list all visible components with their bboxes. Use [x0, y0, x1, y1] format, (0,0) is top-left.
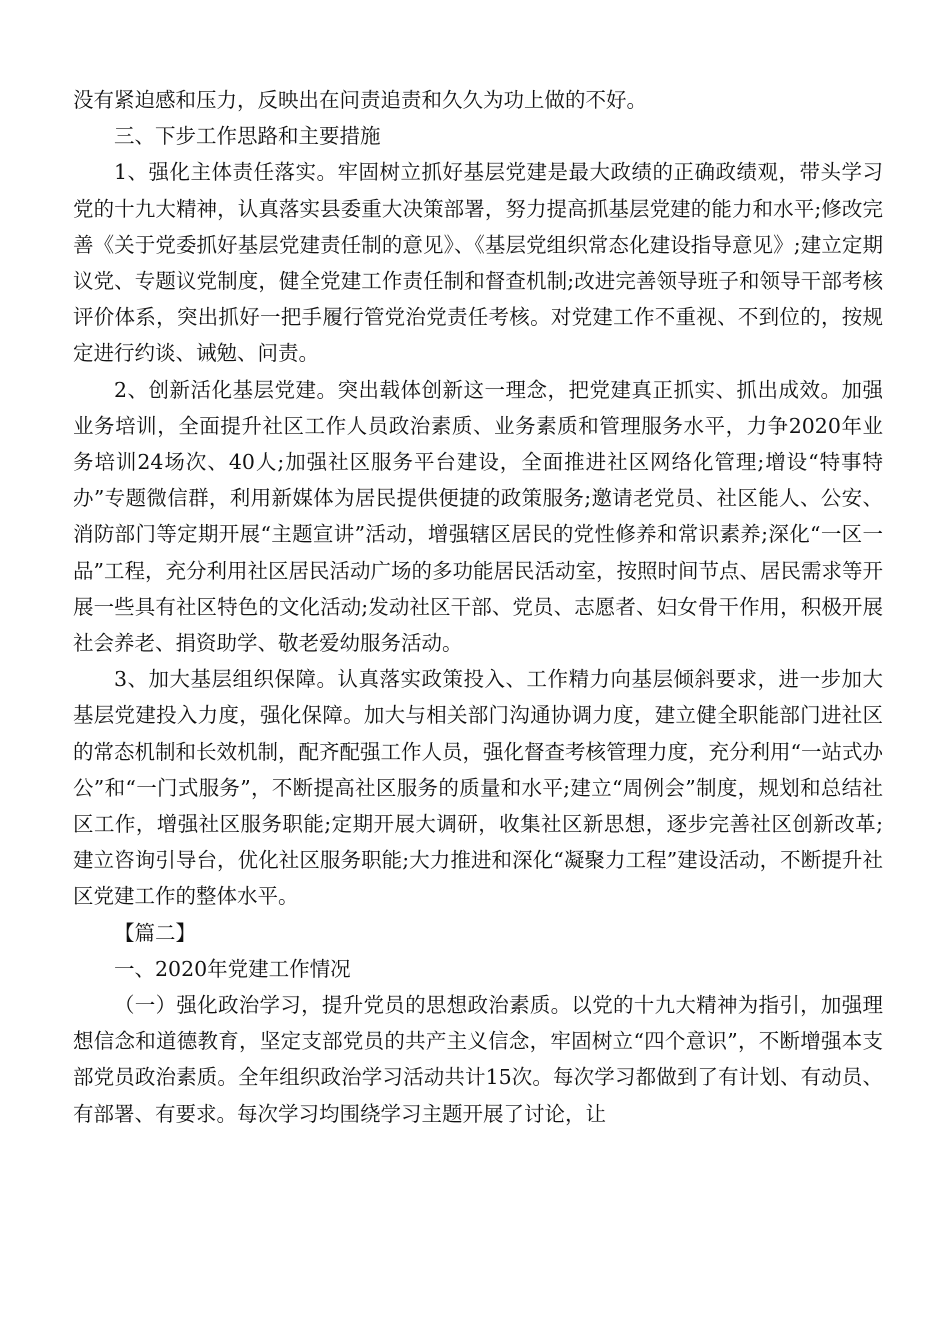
paragraph-item-3: 3、加大基层组织保障。认真落实政策投入、工作精力向基层倾斜要求，进一步加大基层党建投入力度，强化保障。加大与相关部门沟通协调力度，建立健全职能部门进社区的常态机制和长效机制，配齐配强工作人员，强化督查考核管理力度，充分利用“一站式办公”和“一门式服务”，不断提高社区服务的质量和水平;建立“周例会”制度，规划和总结社区工作，增强社区服务职能;定期开展大调研，收集社区新思想，逐步完善社区创新改革;建立咨询引导台，优化社区服务职能;大力推进和深化“凝聚力工程”建设活动，不断提升社区党建工作的整体水平。: [73, 667, 883, 909]
paragraph-item-2: 2、创新活化基层党建。突出载体创新这一理念，把党建真正抓实、抓出成效。加强业务培训，全面提升社区工作人员政治素质、业务素质和管理服务水平，力争2020年业务培训24场次、40人;加强社区服务平台建设，全面推进社区网络化管理;增设“特事特办”专题微信群，利用新媒体为居民提供便捷的政策服务;邀请老党员、社区能人、公安、消防部门等定期开展“主题宣讲”活动，增强辖区居民的党性修养和常识素养;深化“一区一品”工程，充分利用社区居民活动广场的多功能居民活动室，按照时间节点、居民需求等开展一些具有社区特色的文化活动;发动社区干部、党员、志愿者、妇女骨干作用，积极开展社会养老、捐资助学、敬老爱幼服务活动。: [73, 377, 883, 656]
document-page: [73, 82, 883, 1132]
section-heading-next-steps: 三、下步工作思路和主要措施: [114, 124, 381, 149]
paragraph-continuation: 没有紧迫感和压力，反映出在问责追责和久久为功上做的不好。: [73, 88, 647, 112]
section-heading-work-status: 一、2020年党建工作情况: [114, 956, 351, 981]
paragraph-item-1: 1、强化主体责任落实。牢固树立抓好基层党建是最大政绩的正确政绩观，带头学习党的十九大精神，认真落实县委重大决策部署，努力提高抓基层党建的能力和水平;修改完善《关于党委抓好基层党建责任制的意见》、《基层党组织常态化建设指导意见》;建立定期议党、专题议党制度，健全党建工作责任制和督查机制;改进完善领导班子和领导干部考核评价体系，突出抓好一把手履行管党治党责任考核。对党建工作不重视、不到位的，按规定进行约谈、诫勉、问责。: [73, 160, 883, 366]
paragraph-subitem-1: （一）强化政治学习，提升党员的思想政治素质。以党的十九大精神为指引，加强理想信念和道德教育，坚定支部党员的共产主义信念，牢固树立“四个意识”，不断增强本支部党员政治素质。全年组织政治学习活动共计15次。每次学习都做到了有计划、有动员、有部署、有要求。每次学习均围绕学习主题开展了讨论，让: [73, 993, 883, 1126]
part-heading: 【篇二】: [114, 920, 196, 945]
